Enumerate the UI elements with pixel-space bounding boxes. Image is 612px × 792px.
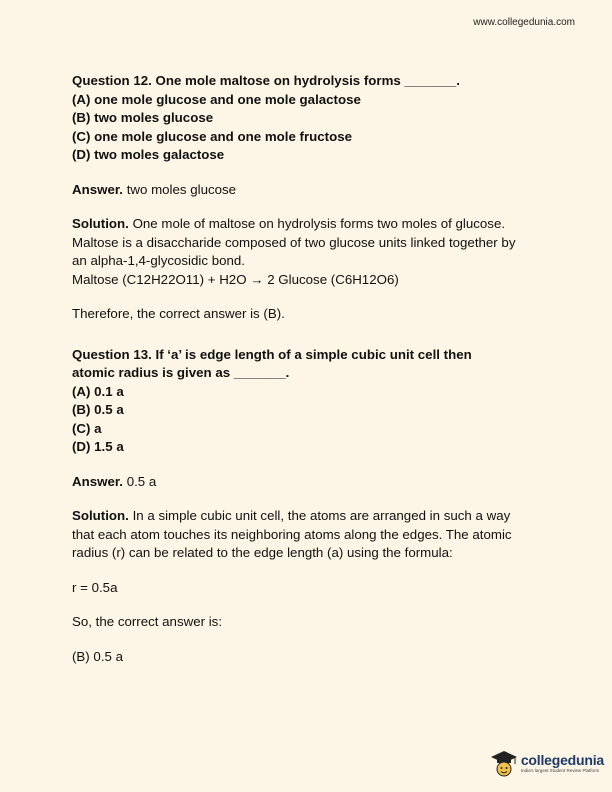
question-12-text: Question 12. One mole maltose on hydrolysis forms _______. <box>72 73 460 88</box>
question-13-final-answer: (B) 0.5 a <box>72 648 123 664</box>
question-13-text-line-1: Question 13. If ‘a’ is edge length of a simple cubic unit cell then <box>72 346 472 362</box>
solution-label: Solution. <box>72 216 129 231</box>
solution-text: In a simple cubic unit cell, the atoms are arranged in such a way <box>128 508 511 523</box>
answer-label: Answer. <box>72 181 123 197</box>
question-13-option-a: (A) 0.1 a <box>72 383 124 399</box>
question-13-solution-line-1 <box>72 507 552 526</box>
question-12-option-c: (C) one mole glucose and one mole fructose <box>72 128 353 144</box>
collegedunia-logo[interactable] <box>489 748 604 778</box>
question-13-so-text: So, the correct answer is: <box>72 614 223 629</box>
question-13-option-b: (B) 0.5 a <box>72 402 124 417</box>
question-12-reaction: Maltose (C12H22O11) + H2O → 2 Glucose (C6H12O6) <box>72 271 399 287</box>
question-12-option-b: (B) two moles glucose <box>72 110 214 125</box>
logo-tagline: India's largest Student Review Platform <box>520 767 600 773</box>
question-13-option-d: (D) 1.5 a <box>72 439 124 454</box>
question-12-option-d: (D) two moles galactose <box>72 147 225 162</box>
question-12-option-a: (A) one mole glucose and one mole galactose <box>72 91 361 107</box>
question-13-formula: r = 0.5a <box>72 579 118 595</box>
graduate-cap-icon <box>489 748 519 778</box>
solution-label: Solution. <box>72 508 129 523</box>
question-12-solution-line-2: Maltose is a disaccharide composed of two glucose units linked together by <box>72 234 516 250</box>
question-13-option-c: (C) a <box>72 420 102 436</box>
solution-text: One mole of maltose on hydrolysis forms two moles of glucose. <box>128 216 506 231</box>
question-13-solution-line-2: that each atom touches its neighboring atoms along the edges. The atomic <box>72 526 512 542</box>
question-12-solution-line-1 <box>72 215 552 234</box>
question-12-answer <box>72 181 552 200</box>
question-13-text-line-2: atomic radius is given as _______. <box>72 365 290 380</box>
question-13-solution-line-3: radius (r) can be related to the edge length (a) using the formula: <box>72 545 453 560</box>
question-12-conclusion: Therefore, the correct answer is (B). <box>72 306 285 321</box>
site-url: www.collegedunia.com <box>473 17 575 28</box>
answer-label: Answer. <box>72 473 123 489</box>
question-12-solution-line-3: an alpha-1,4-glycosidic bond. <box>72 253 245 268</box>
question-13-answer <box>72 473 552 492</box>
answer-text: 0.5 a <box>123 473 157 489</box>
main-content <box>72 72 552 666</box>
logo-name: collegedunia <box>520 751 604 768</box>
answer-text: two moles glucose <box>123 181 237 197</box>
